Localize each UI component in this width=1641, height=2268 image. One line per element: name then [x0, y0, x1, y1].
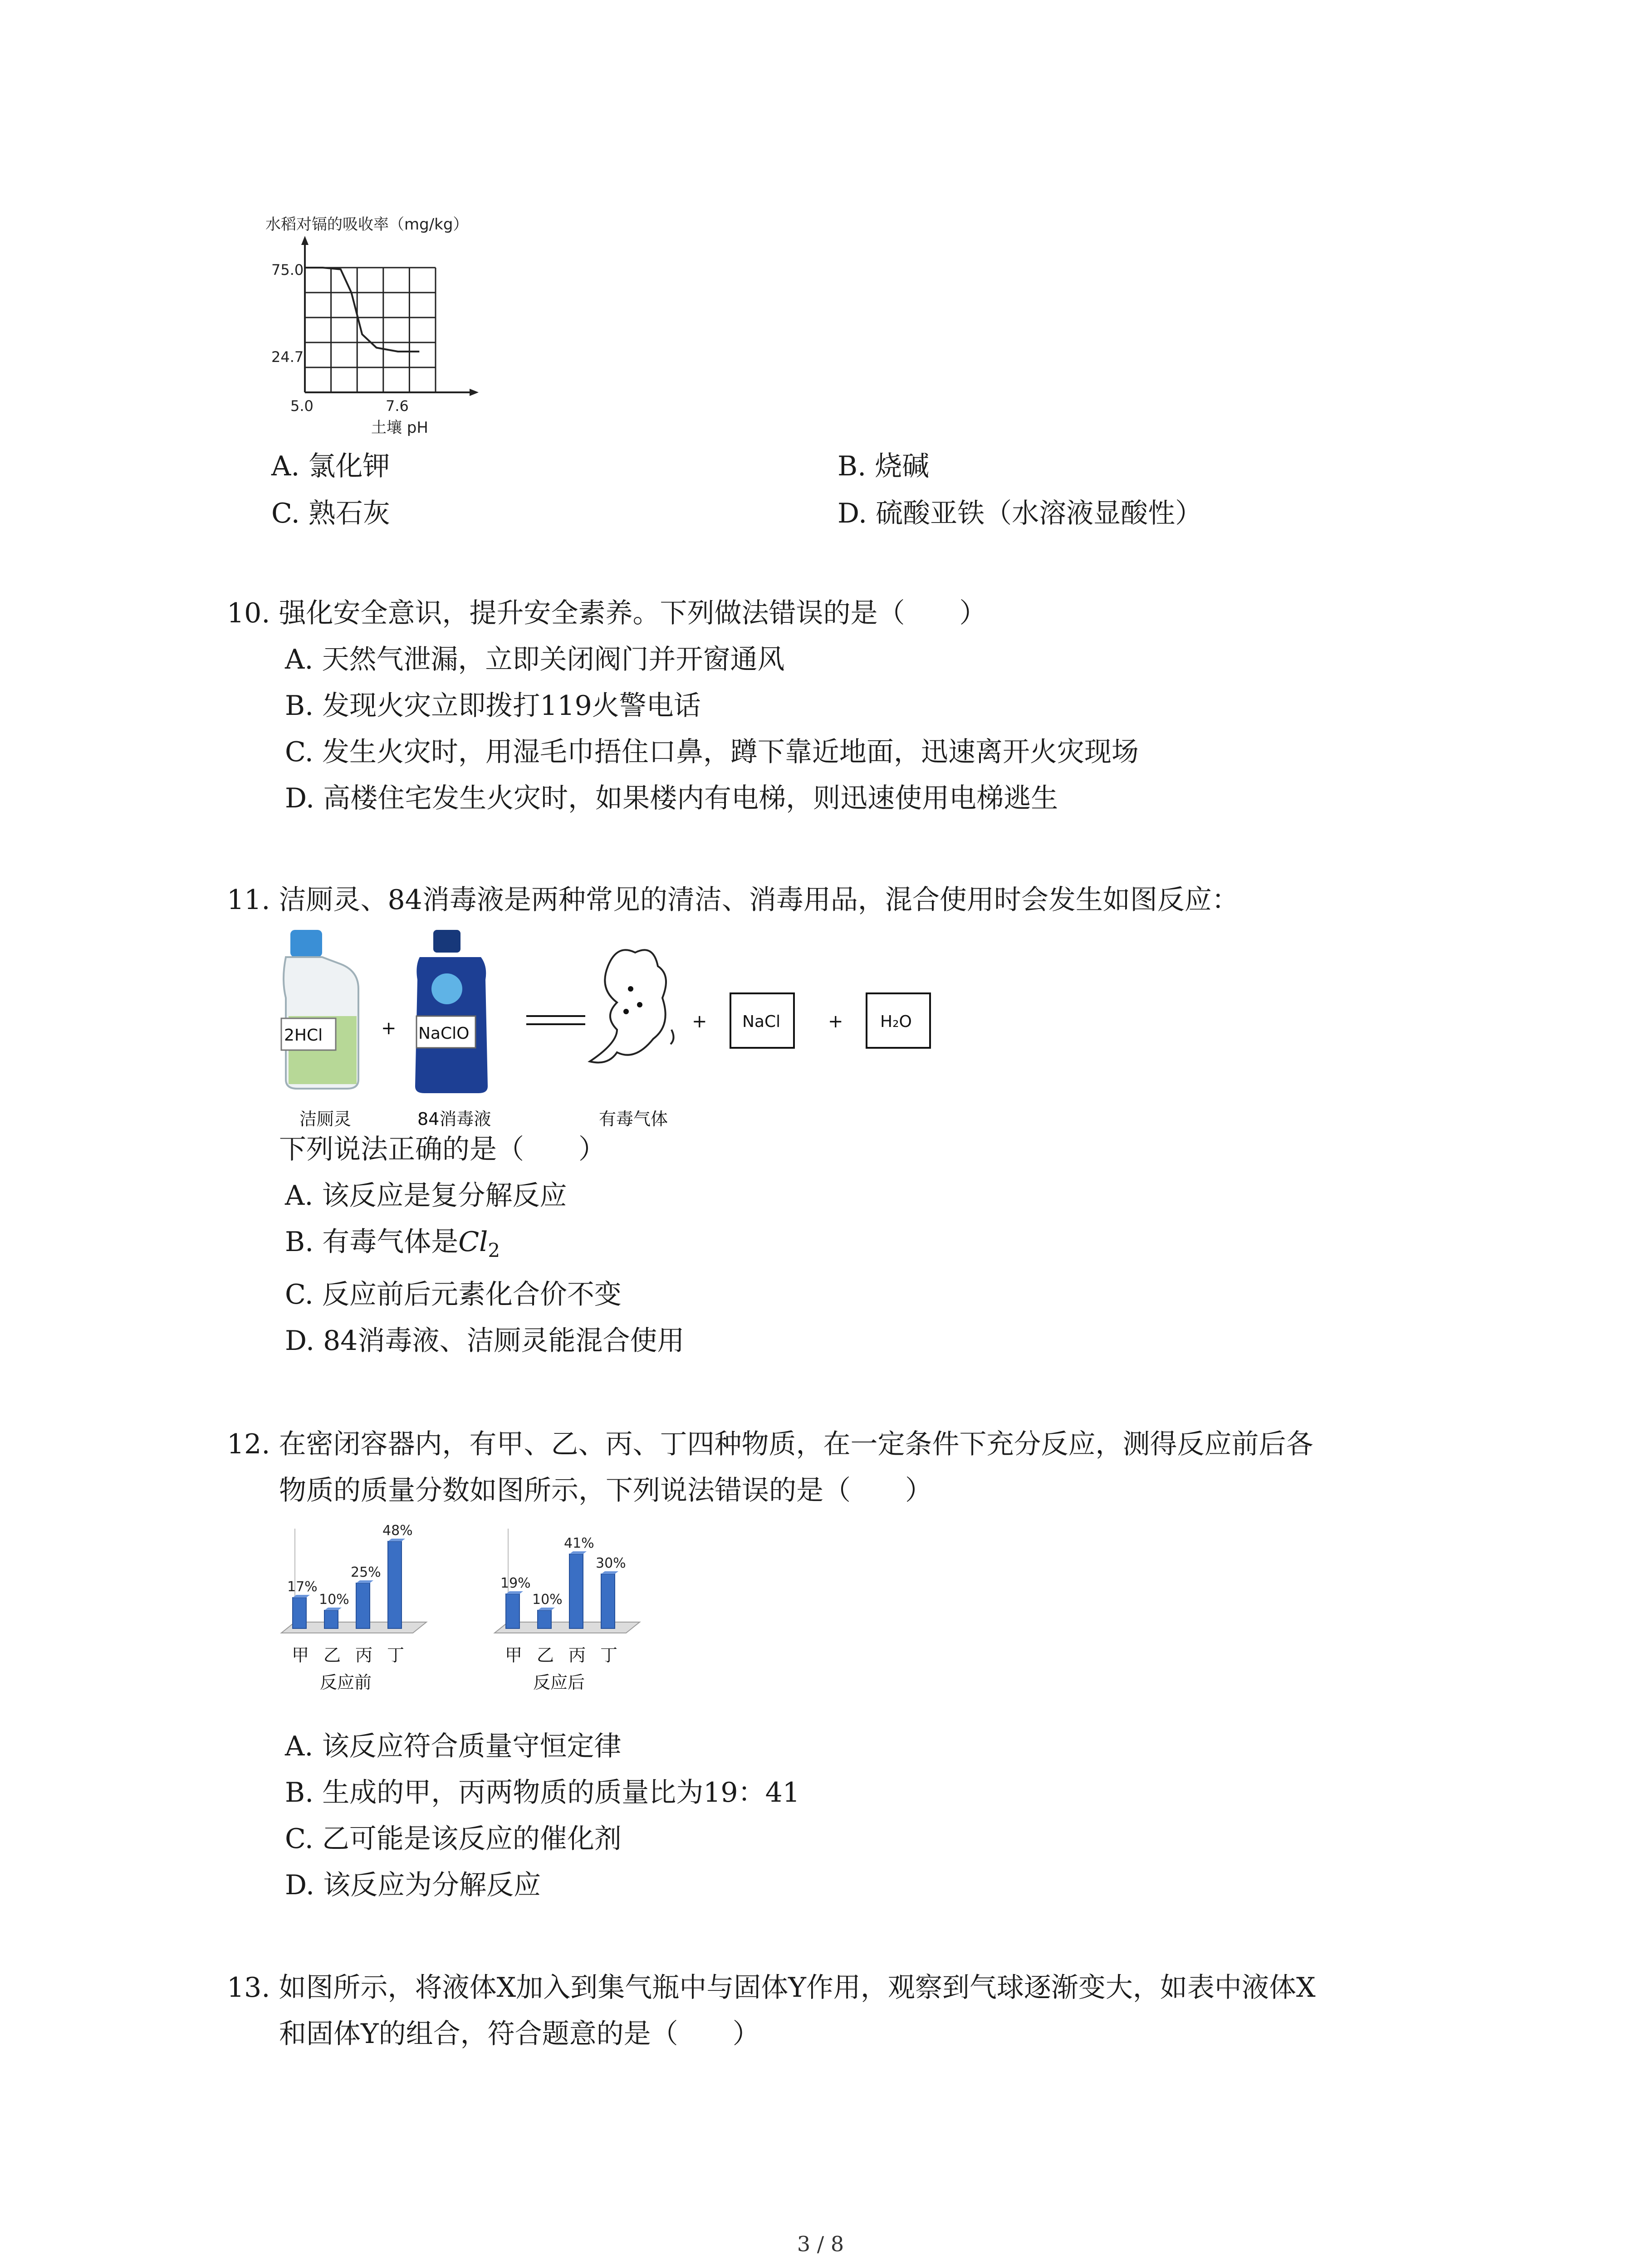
q12-after-bar-丁 [601, 1574, 615, 1628]
q11-gas-label: 有毒气体 [599, 1109, 668, 1129]
q11-product2: H₂O [880, 1012, 912, 1031]
q9-option-b: B. 烧碱 [838, 450, 930, 482]
q9-ytick-75: 75.0 [271, 261, 304, 279]
q12-after-category-乙: 乙 [537, 1645, 554, 1665]
q11-option-b [285, 1225, 500, 1268]
q12-after-bar-丙 [569, 1554, 583, 1628]
toxic-gas-cloud-icon [590, 950, 674, 1062]
q12-chart-after [490, 1510, 653, 1728]
q13-stem-line1: 13. 如图所示，将液体X加入到集气瓶中与固体Y作用，观察到气球逐渐变大，如表中液体X [227, 1972, 1316, 2004]
q12-after-category-丙: 丙 [568, 1645, 586, 1665]
q12-after-category-丁: 丁 [600, 1645, 618, 1665]
q10-stem: 10. 强化安全意识，提升安全素养。下列做法错误的是（ ） [227, 597, 987, 629]
q12-after-bar-乙 [538, 1610, 551, 1628]
q12-after-bar-甲 [506, 1594, 519, 1628]
q11-option-b-formula: Cl [458, 1226, 488, 1258]
disinfectant-bottle-icon [415, 930, 488, 1093]
q9-option-a: A. 氯化钾 [271, 450, 390, 482]
q9-option-d: D. 硫酸亚铁（水溶液显酸性） [838, 498, 1203, 529]
q11-bottle2-formula: NaClO [418, 1024, 470, 1043]
q12-option-b: B. 生成的甲，丙两物质的质量比为19：41 [285, 1777, 800, 1809]
q9-chart-grid [305, 268, 436, 392]
page-number: 3 / 8 [797, 2232, 844, 2256]
q11-option-b-sub: 2 [488, 1239, 500, 1261]
q12-before-category-丁: 丁 [387, 1645, 405, 1665]
q10-option-d: D. 高楼住宅发生火灾时，如果楼内有电梯，则迅速使用电梯逃生 [285, 782, 1058, 814]
q11-reaction-figure [272, 925, 962, 1134]
q12-stem-line1: 12. 在密闭容器内，有甲、乙、丙、丁四种物质，在一定条件下充分反应，测得反应前后各 [227, 1428, 1313, 1460]
q11-plus-2: + [692, 1011, 707, 1032]
q9-xtick-7: 7.6 [386, 397, 409, 415]
q9-xtick-5: 5.0 [290, 397, 314, 415]
q11-bottle1-label: 洁厕灵 [299, 1109, 352, 1129]
q12-before-chart-title: 反应前 [320, 1672, 372, 1692]
q12-before-bar-甲 [293, 1598, 306, 1628]
q11-stem: 11. 洁厕灵、84消毒液是两种常见的清洁、消毒用品，混合使用时会发生如图反应： [227, 884, 1239, 916]
q12-chart-before [277, 1510, 431, 1728]
q11-option-b-text: B. 有毒气体是 [285, 1226, 459, 1258]
q9-cadmium-chart [254, 209, 499, 445]
q11-bottle1-formula: 2HCl [284, 1026, 323, 1045]
q12-after-data-label-甲: 19% [500, 1575, 531, 1591]
q12-before-category-丙: 丙 [355, 1645, 373, 1665]
q12-after-bar-top-丁 [601, 1571, 618, 1574]
q11-option-a: A. 该反应是复分解反应 [285, 1180, 567, 1212]
q12-option-a: A. 该反应符合质量守恒定律 [285, 1730, 622, 1762]
q12-after-category-甲: 甲 [505, 1645, 523, 1665]
q12-after-data-label-丁: 30% [596, 1555, 626, 1571]
q12-option-d: D. 该反应为分解反应 [285, 1869, 541, 1901]
q11-option-d: D. 84消毒液、洁厕灵能混合使用 [285, 1325, 685, 1357]
q12-before-bar-top-丁 [388, 1539, 405, 1541]
q13-stem-line2: 和固体Y的组合，符合题意的是（ ） [279, 2018, 760, 2050]
q12-before-category-甲: 甲 [292, 1645, 309, 1665]
q12-after-data-label-丙: 41% [564, 1535, 594, 1551]
toilet-cleaner-bottle-icon [281, 930, 358, 1089]
q12-before-category-乙: 乙 [323, 1645, 341, 1665]
q12-after-chart-title: 反应后 [533, 1672, 585, 1692]
q12-before-data-label-乙: 10% [319, 1592, 349, 1608]
q11-plus-1: + [381, 1018, 397, 1039]
q9-ytick-24: 24.7 [271, 348, 304, 366]
q12-before-bar-丙 [356, 1583, 370, 1628]
q9-chart-curve [305, 268, 419, 352]
q12-after-data-label-乙: 10% [532, 1592, 563, 1608]
q11-plus-3: + [828, 1011, 843, 1032]
q12-before-data-label-丙: 25% [351, 1564, 381, 1580]
q11-option-c: C. 反应前后元素化合价不变 [285, 1279, 622, 1310]
q10-option-a: A. 天然气泄漏，立即关闭阀门并开窗通风 [285, 644, 785, 675]
q12-before-data-label-甲: 17% [287, 1579, 318, 1595]
q12-after-bar-top-丙 [569, 1551, 587, 1554]
q10-option-b: B. 发现火灾立即拨打119火警电话 [285, 690, 701, 722]
q12-option-c: C. 乙可能是该反应的催化剂 [285, 1823, 622, 1855]
q12-before-bar-top-丙 [356, 1580, 373, 1583]
q12-before-bar-丁 [388, 1541, 402, 1628]
q12-stem-line2: 物质的质量分数如图所示，下列说法错误的是（ ） [279, 1475, 932, 1506]
q11-bottle2-label: 84消毒液 [417, 1109, 491, 1129]
q9-chart-xlabel: 土壤 pH [371, 419, 428, 437]
q12-before-bar-乙 [324, 1610, 338, 1628]
q11-product1: NaCl [742, 1012, 781, 1031]
q9-option-c: C. 熟石灰 [271, 498, 390, 529]
q12-before-bar-top-乙 [324, 1608, 342, 1610]
q10-option-c: C. 发生火灾时，用湿毛巾捂住口鼻，蹲下靠近地面，迅速离开火灾现场 [285, 736, 1139, 768]
q11-sub-stem: 下列说法正确的是（ ） [279, 1134, 606, 1165]
q12-after-bar-top-乙 [538, 1608, 555, 1610]
q12-before-data-label-丁: 48% [382, 1523, 413, 1539]
q9-chart-ylabel: 水稻对镉的吸收率（mg/kg） [265, 215, 469, 234]
